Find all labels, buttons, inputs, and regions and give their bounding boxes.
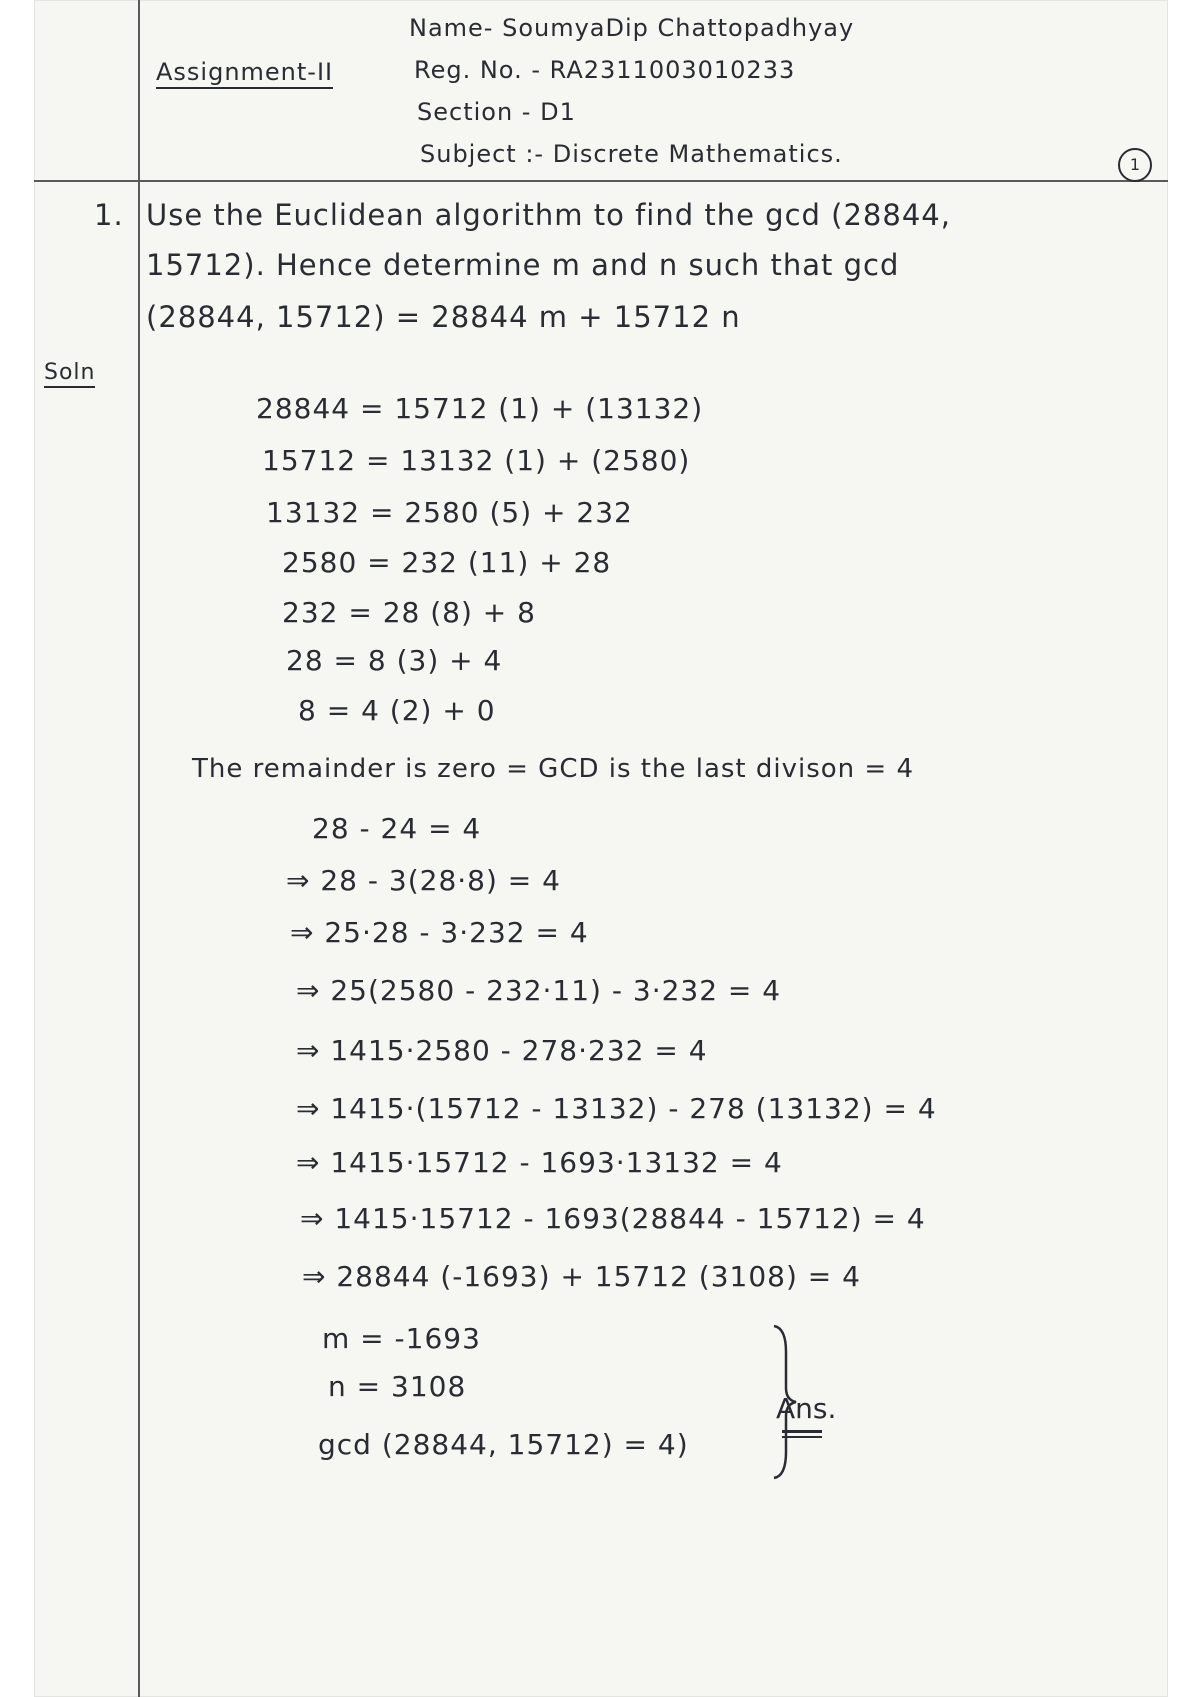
page-number: 1	[1118, 148, 1152, 182]
division-step: 8 = 4 (2) + 0	[298, 694, 496, 727]
back-substitution-step: ⇒ 1415·15712 - 1693·13132 = 4	[296, 1146, 783, 1179]
back-substitution-step: ⇒ 1415·15712 - 1693(28844 - 15712) = 4	[300, 1202, 926, 1235]
solution-label: Soln	[44, 360, 95, 388]
question-line: (28844, 15712) = 28844 m + 15712 n	[146, 300, 741, 334]
division-step: 28844 = 15712 (1) + (13132)	[256, 392, 704, 425]
back-substitution-step: ⇒ 1415·(15712 - 13132) - 278 (13132) = 4	[296, 1092, 937, 1125]
answer-label: Ans.	[776, 1392, 837, 1425]
answer-gcd: gcd (28844, 15712) = 4)	[318, 1428, 689, 1461]
question-line: Use the Euclidean algorithm to find the gcd (28844,	[146, 198, 951, 232]
back-substitution-step: ⇒ 25(2580 - 232·11) - 3·232 = 4	[296, 974, 782, 1007]
answer-m: m = -1693	[322, 1322, 481, 1355]
left-margin-line	[138, 0, 140, 1697]
division-step: 13132 = 2580 (5) + 232	[266, 496, 633, 529]
notebook-page	[34, 0, 1168, 1697]
answer-double-underline	[782, 1436, 822, 1438]
division-step: 2580 = 232 (11) + 28	[282, 546, 612, 579]
back-substitution-step: ⇒ 28844 (-1693) + 15712 (3108) = 4	[302, 1260, 861, 1293]
back-substitution-step: ⇒ 28 - 3(28·8) = 4	[286, 864, 561, 897]
question-number: 1.	[94, 198, 124, 232]
division-step: 15712 = 13132 (1) + (2580)	[262, 444, 691, 477]
section: Section - D1	[417, 98, 576, 126]
back-substitution-step: ⇒ 25·28 - 3·232 = 4	[290, 916, 589, 949]
question-line: 15712). Hence determine m and n such that gcd	[146, 248, 900, 282]
header-divider-line	[34, 180, 1168, 182]
registration-number: Reg. No. - RA2311003010233	[414, 56, 796, 84]
assignment-title: Assignment-II	[156, 58, 333, 89]
back-substitution-step: 28 - 24 = 4	[312, 812, 482, 845]
division-step: 28 = 8 (3) + 4	[286, 644, 503, 677]
remainder-note: The remainder is zero = GCD is the last divison = 4	[192, 754, 915, 784]
division-step: 232 = 28 (8) + 8	[282, 596, 536, 629]
subject: Subject :- Discrete Mathematics.	[420, 140, 843, 168]
answer-n: n = 3108	[328, 1370, 467, 1403]
back-substitution-step: ⇒ 1415·2580 - 278·232 = 4	[296, 1034, 708, 1067]
student-name: Name- SoumyaDip Chattopadhyay	[409, 14, 855, 42]
answer-underline	[782, 1430, 822, 1433]
